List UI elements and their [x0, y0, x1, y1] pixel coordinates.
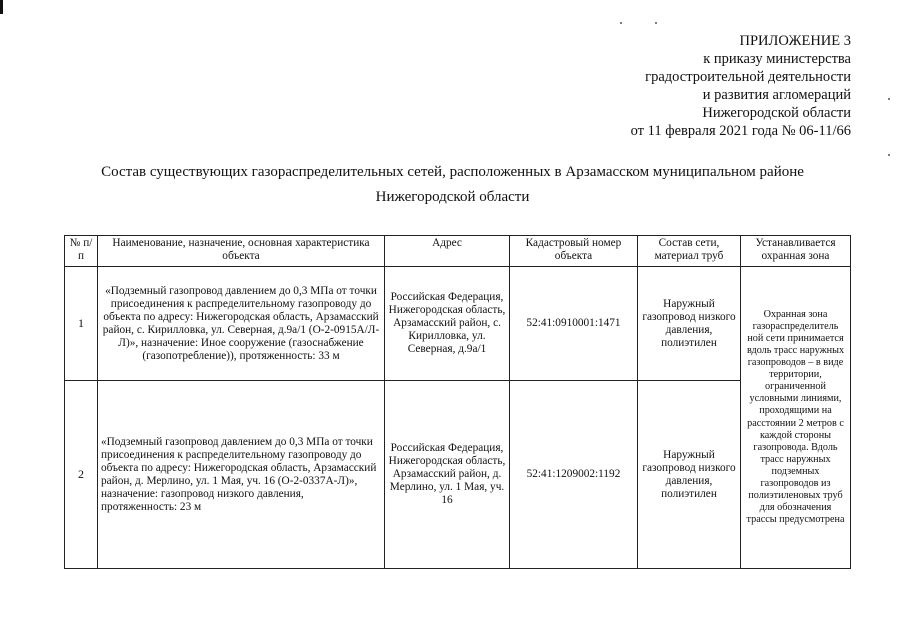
- document-title-region: Нижегородской области: [375, 189, 530, 205]
- gas-network-table: [64, 235, 851, 569]
- scan-speck: [888, 154, 890, 156]
- header-name: Наименование, назначение, основная характеристика объекта: [98, 236, 385, 267]
- table-header-row: [65, 236, 851, 267]
- header-number: № п/п: [65, 236, 98, 267]
- header-cadastral: Кадастровый номер объекта: [510, 236, 638, 267]
- scan-speck: [620, 22, 622, 24]
- cell-material: Наружный газопровод низкого давления, полиэтилен: [638, 381, 741, 569]
- header-zone: Устанавливается охранная зона: [741, 236, 851, 267]
- cell-address: Российская Федерация, Нижегородская область, Арзамасский район, с. Кирилловка, ул. Северная, д.9а/1: [385, 267, 510, 381]
- appendix-line: и развития агломераций: [702, 87, 851, 103]
- appendix-line: Нижегородской области: [702, 105, 851, 121]
- table-row: [65, 267, 851, 381]
- cell-number: 1: [65, 267, 98, 381]
- cell-name: «Подземный газопровод давлением до 0,3 МПа от точки присоединения к распределительному газопроводу до объекта по адресу: Нижегородская область, Арзамасский район, д. Мерлино, ул. 1 Мая, уч. 16 (О-2-0337А-Л)», назначение: газопровод низкого давления, протяженность: 23 м: [98, 381, 385, 569]
- cell-material: Наружный газопровод низкого давления, полиэтилен: [638, 267, 741, 381]
- cell-protection-zone: Охранная зона газораспределитель ной сети принимается вдоль трасс наружных газопроводов – в виде территории, ограниченной условными линиями, проходящими на расстоянии 2 метров с каждой стороны газопровода. Вдоль трасс наружных подземных газопроводов из полиэтиленовых труб для обозначения трассы предусмотрена: [741, 267, 851, 569]
- appendix-title: ПРИЛОЖЕНИЕ 3: [739, 33, 851, 49]
- header-material: Состав сети, материал труб: [638, 236, 741, 267]
- header-address: Адрес: [385, 236, 510, 267]
- cell-address: Российская Федерация, Нижегородская область, Арзамасский район, д. Мерлино, ул. 1 Мая, уч. 16: [385, 381, 510, 569]
- cell-name: «Подземный газопровод давлением до 0,3 МПа от точки присоединения к распределительному газопроводу до объекта по адресу: Нижегородская область, Арзамасский район, с. Кирилловка, ул. Северная, д.9а/1 (О-2-0915А/Л-Л)», назначение: Иное сооружение (газоснабжение (газопотребление)), протяженность: 33 м: [98, 267, 385, 381]
- document-title: Состав существующих газораспределительных сетей, расположенных в Арзамасском муниципальном районе: [101, 164, 804, 180]
- scan-speck: [888, 98, 890, 100]
- cell-number: 2: [65, 381, 98, 569]
- scan-corner-mark: [0, 0, 3, 14]
- scan-speck: [655, 22, 657, 24]
- appendix-date: от 11 февраля 2021 года № 06-11/66: [630, 123, 851, 139]
- appendix-line: градостроительной деятельности: [645, 69, 851, 85]
- table-row: [65, 381, 851, 569]
- appendix-header: [631, 32, 851, 140]
- appendix-line: к приказу министерства: [703, 51, 851, 67]
- cell-cadastral: 52:41:1209002:1192: [510, 381, 638, 569]
- cell-cadastral: 52:41:0910001:1471: [510, 267, 638, 381]
